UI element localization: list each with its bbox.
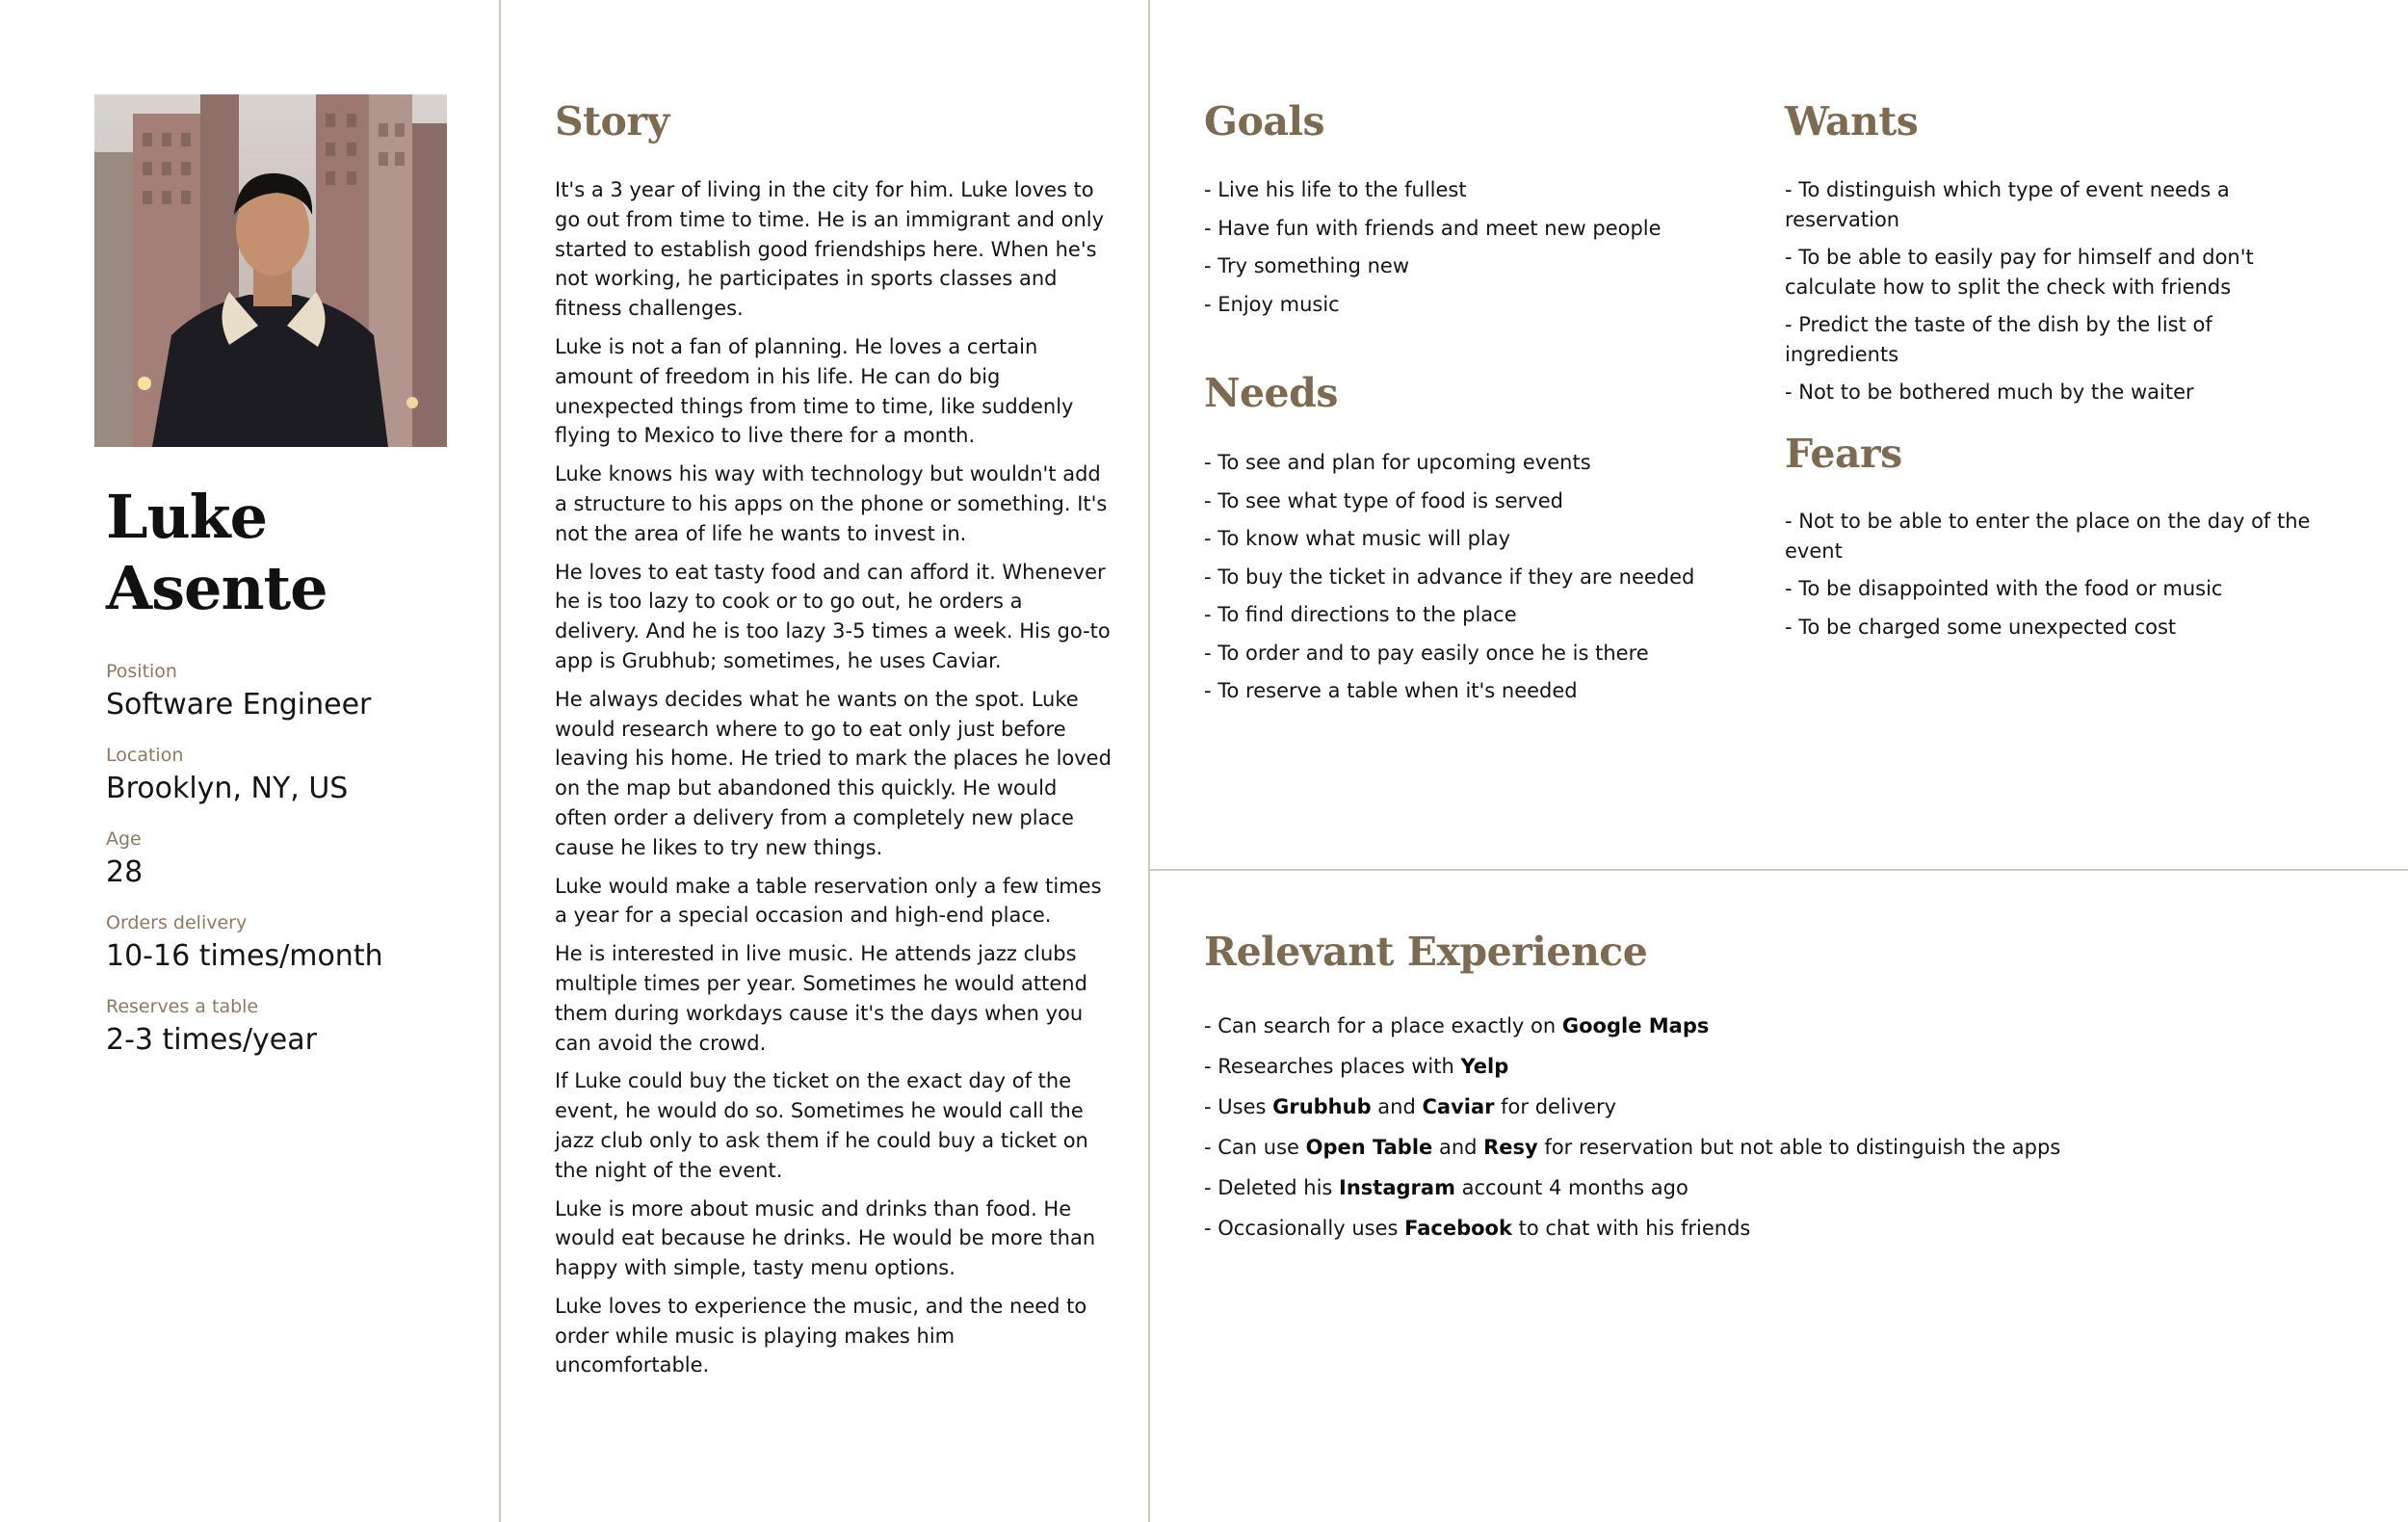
list-item: - Not to be able to enter the place on the day of the event (1785, 510, 2311, 563)
story-paragraph: Luke would make a table reservation only a few times a year for a special occasion and high-end place. (555, 874, 1102, 928)
divider-middle (1148, 0, 1150, 1522)
info-position (106, 660, 491, 723)
list-text: - Researches places with (1204, 1055, 1461, 1078)
info-label: Age (106, 828, 142, 850)
list-item: - To see what type of food is served (1204, 488, 1563, 512)
app-name: Facebook (1404, 1217, 1512, 1240)
info-age (106, 827, 491, 891)
list-item: - To be disappointed with the food or music (1785, 577, 2223, 600)
list-item: - To be charged some unexpected cost (1785, 615, 2177, 639)
wants-heading: Wants (1785, 98, 1919, 144)
list-item: - To know what music will play (1204, 527, 1511, 550)
goals-list (1204, 175, 1714, 328)
info-reserves-table (106, 995, 491, 1059)
story-text (555, 175, 1113, 1389)
info-value: 10-16 times/month (106, 939, 383, 973)
wants-list (1785, 175, 2324, 416)
list-item: - To buy the ticket in advance if they are needed (1204, 564, 1695, 589)
list-item: - To see and plan for upcoming events (1204, 451, 1591, 474)
list-item: - Live his life to the fullest (1204, 178, 1467, 201)
app-name: Resy (1483, 1136, 1538, 1159)
fears-list (1785, 507, 2324, 650)
app-name: Open Table (1305, 1136, 1433, 1159)
list-text: account 4 months ago (1454, 1176, 1688, 1199)
info-label: Reserves a table (106, 996, 259, 1017)
list-text: to chat with his friends (1511, 1217, 1751, 1240)
list-text: for reservation but not able to distinguish the apps (1537, 1136, 2061, 1159)
list-item: - To find directions to the place (1204, 603, 1517, 626)
story-paragraph: Luke is not a fan of planning. He loves a certain amount of freedom in his life. He can do big unexpected things from time to time, like suddenly flying to Mexico to live there for a month. (555, 334, 1074, 448)
list-text: - Occasionally uses (1204, 1217, 1405, 1240)
list-item: - Predict the taste of the dish by the list of ingredients (1785, 313, 2212, 366)
list-item: - Not to be bothered much by the waiter (1785, 380, 2194, 404)
list-text: - Can search for a place exactly on (1204, 1014, 1562, 1037)
info-label: Orders delivery (106, 912, 248, 933)
experience-heading: Relevant Experience (1204, 929, 1648, 975)
list-text: and (1371, 1095, 1423, 1118)
persona-last-name: Asente (106, 553, 327, 623)
list-item (1204, 1132, 2360, 1163)
divider-left (499, 0, 501, 1522)
info-label: Position (106, 661, 177, 682)
story-paragraph: He is interested in live music. He attends jazz clubs multiple times per year. Sometimes he would attend them during workdays cause it's the days when you can avoid the crowd. (555, 942, 1087, 1055)
list-item: - Enjoy music (1204, 292, 1340, 316)
story-paragraph: Luke loves to experience the music, and the need to order while music is playing makes him uncomfortable. (555, 1294, 1087, 1378)
story-paragraph: He loves to eat tasty food and can afford it. Whenever he is too lazy to cook or to go out, he orders a delivery. And he is too lazy 3-5 times a week. His go-to app is Grubhub; sometimes, he uses Caviar. (555, 560, 1111, 672)
app-name: Instagram (1339, 1176, 1455, 1199)
list-text: - Can use (1204, 1136, 1306, 1159)
list-item: - Have fun with friends and meet new people (1204, 216, 1662, 240)
persona-first-name: Luke (106, 482, 268, 552)
list-item (1204, 1213, 2360, 1244)
story-heading: Story (555, 98, 669, 144)
divider-horizontal (1148, 869, 2408, 871)
experience-list (1204, 1010, 2360, 1253)
list-text: - Deleted his (1204, 1176, 1340, 1199)
info-label: Location (106, 745, 184, 766)
app-name: Caviar (1422, 1095, 1495, 1118)
persona-name (106, 482, 472, 624)
list-item: - To order and to pay easily once he is there (1204, 641, 1649, 665)
app-name: Grubhub (1272, 1095, 1372, 1118)
story-paragraph: It's a 3 year of living in the city for him. Luke loves to go out from time to time. He is an immigrant and only started to establish good friendships here. When he's not working, he participates in sports classes and fitness challenges. (555, 178, 1105, 321)
list-item: - Try something new (1204, 254, 1409, 277)
info-value: 28 (106, 855, 144, 889)
info-orders-delivery (106, 911, 491, 975)
app-name: Google Maps (1561, 1014, 1710, 1037)
info-value: 2-3 times/year (106, 1023, 317, 1057)
list-item: - To be able to easily pay for himself and don't calculate how to split the check with friends (1785, 246, 2254, 299)
list-item (1204, 1172, 2360, 1203)
list-item: - To reserve a table when it's needed (1204, 679, 1578, 702)
profile-photo (94, 94, 447, 447)
list-item (1204, 1010, 2360, 1041)
list-item (1204, 1091, 2360, 1122)
needs-list (1204, 448, 1743, 715)
app-name: Yelp (1460, 1055, 1509, 1078)
list-item: - To distinguish which type of event needs a reservation (1785, 178, 2230, 231)
needs-heading: Needs (1204, 370, 1338, 416)
fears-heading: Fears (1785, 431, 1902, 477)
goals-heading: Goals (1204, 98, 1325, 144)
info-location (106, 744, 491, 807)
list-item (1204, 1051, 2360, 1082)
info-value: Brooklyn, NY, US (106, 772, 349, 805)
story-paragraph: He always decides what he wants on the spot. Luke would research where to go to eat only just before leaving his home. He tried to mark the places he loved on the map but abandoned this quickly. He would often order a delivery from a completely new place cause he likes to try new things. (555, 687, 1112, 859)
story-paragraph: Luke is more about music and drinks than food. He would eat because he drinks. He would be more than happy with simple, tasty menu options. (555, 1196, 1096, 1280)
list-text: for delivery (1494, 1095, 1617, 1118)
info-value: Software Engineer (106, 688, 372, 722)
list-text: - Uses (1204, 1095, 1273, 1118)
story-paragraph: If Luke could buy the ticket on the exact day of the event, he would do so. Sometimes he would call the jazz club only to ask them if he could buy a ticket on the night of the event. (555, 1069, 1088, 1182)
story-paragraph: Luke knows his way with technology but wouldn't add a structure to his apps on the phone or something. It's not the area of life he wants to invest in. (555, 462, 1108, 545)
list-text: and (1432, 1136, 1484, 1159)
